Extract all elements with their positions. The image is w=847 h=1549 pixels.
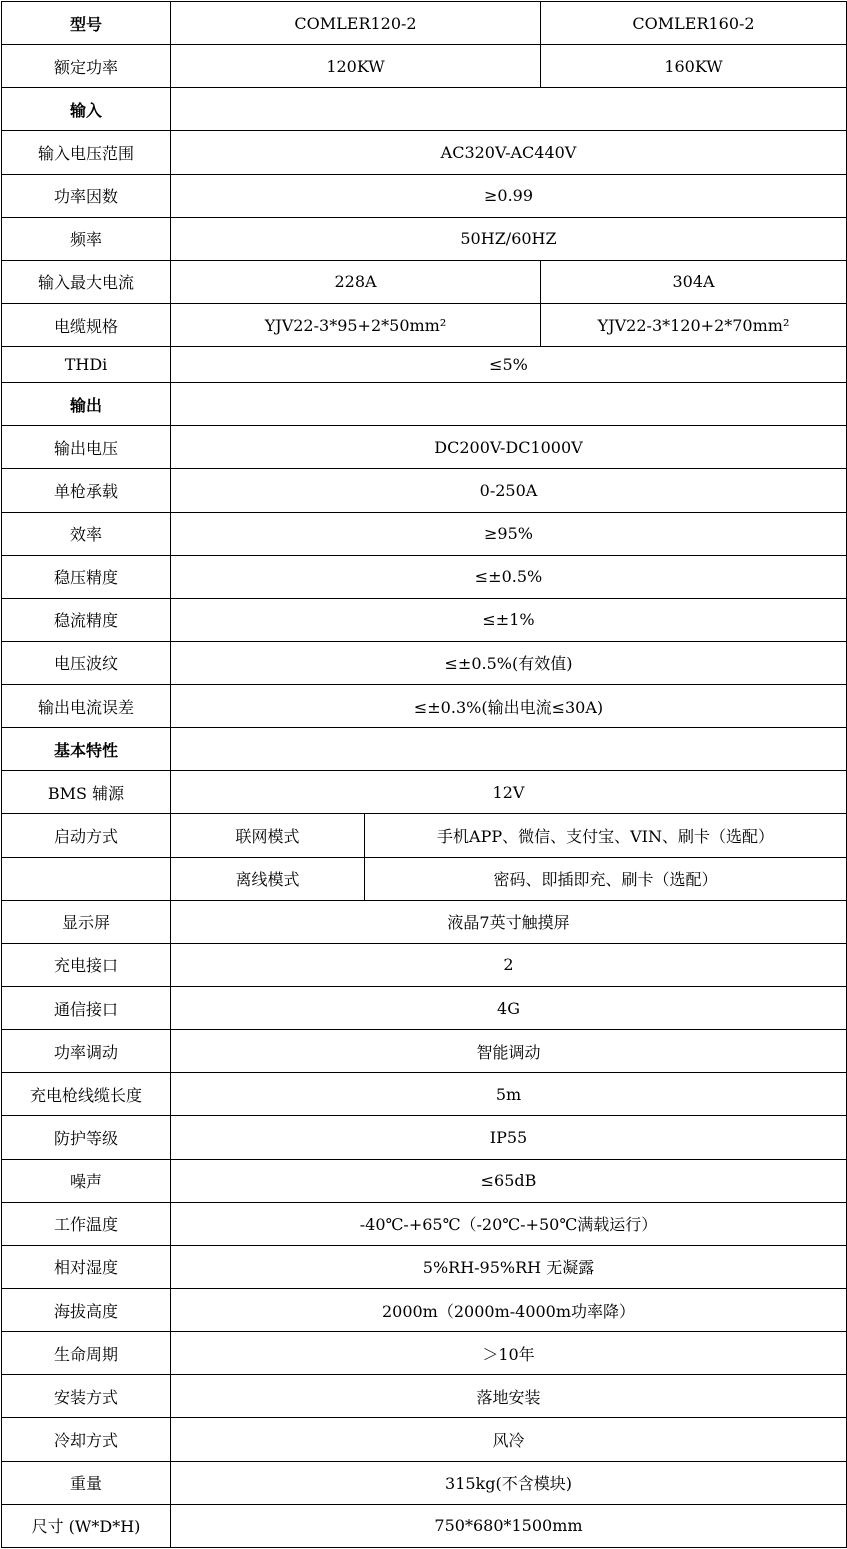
cable-spec-b: YJV22-3*120+2*70mm²: [541, 303, 847, 346]
row-working-temp: [2, 1202, 847, 1245]
current-precision-value: ≤±1%: [171, 598, 847, 641]
working-temp-value: -40℃-+65℃（-20℃-+50℃满载运行）: [171, 1202, 847, 1245]
installation-value: 落地安装: [171, 1375, 847, 1418]
row-output-voltage: [2, 426, 847, 469]
power-factor-value: ≥0.99: [171, 174, 847, 217]
row-cooling: [2, 1418, 847, 1461]
cooling-label: 冷却方式: [2, 1418, 171, 1461]
rated-power-label: 额定功率: [2, 45, 171, 88]
protection-label: 防护等级: [2, 1116, 171, 1159]
section-output-blank: [171, 383, 847, 426]
comm-port-label: 通信接口: [2, 987, 171, 1030]
single-gun-load-label: 单枪承载: [2, 469, 171, 512]
display-label: 显示屏: [2, 900, 171, 943]
noise-label: 噪声: [2, 1159, 171, 1202]
row-startup-online: [2, 814, 847, 857]
input-voltage-value: AC320V-AC440V: [171, 131, 847, 174]
row-current-error: [2, 685, 847, 728]
row-current-precision: [2, 598, 847, 641]
row-protection: [2, 1116, 847, 1159]
efficiency-value: ≥95%: [171, 512, 847, 555]
current-precision-label: 稳流精度: [2, 598, 171, 641]
efficiency-label: 效率: [2, 512, 171, 555]
frequency-label: 频率: [2, 217, 171, 260]
row-voltage-ripple: [2, 641, 847, 684]
row-model: [2, 2, 847, 45]
humidity-value: 5%RH-95%RH 无凝露: [171, 1245, 847, 1288]
display-value: 液晶7英寸触摸屏: [171, 900, 847, 943]
row-noise: [2, 1159, 847, 1202]
bms-aux-label: BMS 辅源: [2, 771, 171, 814]
startup-offline-value: 密码、即插即充、刷卡（选配）: [365, 857, 847, 900]
dimensions-value: 750*680*1500mm: [171, 1504, 847, 1547]
dimensions-label: 尺寸 (W*D*H): [2, 1504, 171, 1547]
section-input: [2, 88, 847, 131]
spec-table: [1, 1, 847, 1548]
charging-port-label: 充电接口: [2, 943, 171, 986]
weight-label: 重量: [2, 1461, 171, 1504]
humidity-label: 相对湿度: [2, 1245, 171, 1288]
section-output-label: 输出: [2, 383, 171, 426]
row-charging-port: [2, 943, 847, 986]
charging-port-value: 2: [171, 943, 847, 986]
thdi-value: ≤5%: [171, 347, 847, 383]
row-efficiency: [2, 512, 847, 555]
row-max-current: [2, 260, 847, 303]
startup-label: 启动方式: [2, 814, 171, 857]
altitude-label: 海拔高度: [2, 1289, 171, 1332]
row-display: [2, 900, 847, 943]
current-error-label: 输出电流误差: [2, 685, 171, 728]
installation-label: 安装方式: [2, 1375, 171, 1418]
startup-offline-mode: 离线模式: [171, 857, 365, 900]
cable-spec-label: 电缆规格: [2, 303, 171, 346]
row-power-factor: [2, 174, 847, 217]
current-error-value: ≤±0.3%(输出电流≤30A): [171, 685, 847, 728]
lifecycle-value: ＞10年: [171, 1332, 847, 1375]
power-factor-label: 功率因数: [2, 174, 171, 217]
startup-online-mode: 联网模式: [171, 814, 365, 857]
row-rated-power: [2, 45, 847, 88]
max-current-b: 304A: [541, 260, 847, 303]
row-voltage-precision: [2, 555, 847, 598]
section-basic-label: 基本特性: [2, 728, 171, 771]
section-output: [2, 383, 847, 426]
power-dispatch-value: 智能调动: [171, 1030, 847, 1073]
weight-value: 315kg(不含模块): [171, 1461, 847, 1504]
cable-length-value: 5m: [171, 1073, 847, 1116]
model-a: COMLER120-2: [171, 2, 541, 45]
section-basic: [2, 728, 847, 771]
row-lifecycle: [2, 1332, 847, 1375]
bms-aux-value: 12V: [171, 771, 847, 814]
section-input-label: 输入: [2, 88, 171, 131]
row-input-voltage: [2, 131, 847, 174]
frequency-value: 50HZ/60HZ: [171, 217, 847, 260]
row-altitude: [2, 1289, 847, 1332]
cable-length-label: 充电枪线缆长度: [2, 1073, 171, 1116]
row-cable-length: [2, 1073, 847, 1116]
cable-spec-a: YJV22-3*95+2*50mm²: [171, 303, 541, 346]
startup-blank: [2, 857, 171, 900]
model-label: 型号: [2, 2, 171, 45]
max-current-label: 输入最大电流: [2, 260, 171, 303]
startup-online-value: 手机APP、微信、支付宝、VIN、刷卡（选配）: [365, 814, 847, 857]
working-temp-label: 工作温度: [2, 1202, 171, 1245]
noise-value: ≤65dB: [171, 1159, 847, 1202]
row-bms-aux: [2, 771, 847, 814]
row-humidity: [2, 1245, 847, 1288]
altitude-value: 2000m（2000m-4000m功率降）: [171, 1289, 847, 1332]
rated-power-a: 120KW: [171, 45, 541, 88]
section-basic-blank: [171, 728, 847, 771]
voltage-precision-value: ≤±0.5%: [171, 555, 847, 598]
voltage-precision-label: 稳压精度: [2, 555, 171, 598]
rated-power-b: 160KW: [541, 45, 847, 88]
row-thdi: [2, 347, 847, 383]
row-cable-spec: [2, 303, 847, 346]
row-installation: [2, 1375, 847, 1418]
row-power-dispatch: [2, 1030, 847, 1073]
section-input-blank: [171, 88, 847, 131]
row-startup-offline: [2, 857, 847, 900]
row-single-gun-load: [2, 469, 847, 512]
lifecycle-label: 生命周期: [2, 1332, 171, 1375]
row-frequency: [2, 217, 847, 260]
model-b: COMLER160-2: [541, 2, 847, 45]
power-dispatch-label: 功率调动: [2, 1030, 171, 1073]
input-voltage-label: 输入电压范围: [2, 131, 171, 174]
row-dimensions: [2, 1504, 847, 1547]
single-gun-load-value: 0-250A: [171, 469, 847, 512]
thdi-label: THDi: [2, 347, 171, 383]
output-voltage-value: DC200V-DC1000V: [171, 426, 847, 469]
voltage-ripple-value: ≤±0.5%(有效值): [171, 641, 847, 684]
max-current-a: 228A: [171, 260, 541, 303]
row-comm-port: [2, 987, 847, 1030]
comm-port-value: 4G: [171, 987, 847, 1030]
output-voltage-label: 输出电压: [2, 426, 171, 469]
voltage-ripple-label: 电压波纹: [2, 641, 171, 684]
protection-value: IP55: [171, 1116, 847, 1159]
row-weight: [2, 1461, 847, 1504]
cooling-value: 风冷: [171, 1418, 847, 1461]
